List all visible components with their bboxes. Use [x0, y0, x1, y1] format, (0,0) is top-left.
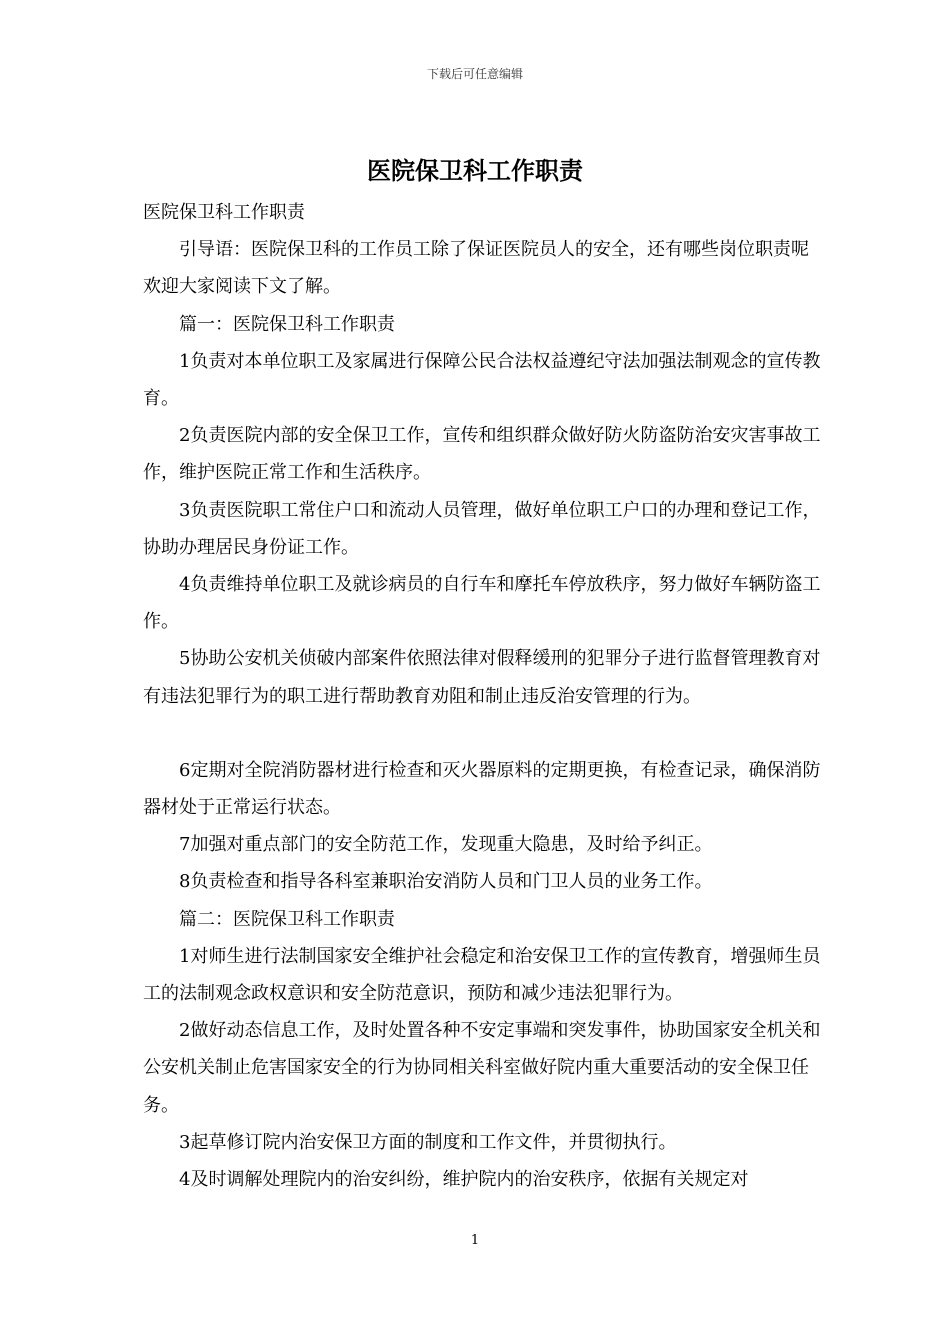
duty-item: 6定期对全院消防器材进行检查和灭火器原料的定期更换，有检查记录，确保消防器材处于正常运行状态。 [143, 759, 821, 819]
header-note: 下载后可任意编辑 [426, 67, 523, 81]
subtitle-paragraph: 医院保卫科工作职责 [143, 202, 305, 223]
page-title: 医院保卫科工作职责 [367, 156, 583, 185]
duty-item: 5协助公安机关侦破内部案件依照法律对假释缓刑的犯罪分子进行监督管理教育对有违法犯罪行为的职工进行帮助教育劝阻和制止违反治安管理的行为。 [143, 648, 821, 707]
duty-item: 7加强对重点部门的安全防范工作，发现重大隐患，及时给予纠正。 [179, 834, 713, 856]
duty-item: 8负责检查和指导各科室兼职治安消防人员和门卫人员的业务工作。 [179, 871, 713, 893]
duty-item: 4负责维持单位职工及就诊病员的自行车和摩托车停放秩序，努力做好车辆防盗工作。 [143, 574, 821, 633]
duty-item: 4及时调解处理院内的治安纠纷，维护院内的治安秩序，依据有关规定对 [179, 1169, 749, 1191]
page-number: 1 [470, 1233, 480, 1248]
section-heading-2: 篇二：医院保卫科工作职责 [179, 908, 395, 930]
duty-item: 2做好动态信息工作，及时处置各种不安定事端和突发事件，协助国家安全机关和公安机关制止危害国家安全的行为协同相关科室做好院内重大重要活动的安全保卫任务。 [143, 1020, 821, 1116]
duty-item: 3负责医院职工常住户口和流动人员管理，做好单位职工户口的办理和登记工作，协助办理居民身份证工作。 [143, 499, 821, 558]
section-heading-1: 篇一：医院保卫科工作职责 [179, 313, 395, 335]
duty-item: 3起草修订院内治安保卫方面的制度和工作文件，并贯彻执行。 [179, 1131, 677, 1153]
duty-item: 1对师生进行法制国家安全维护社会稳定和治安保卫工作的宣传教育，增强师生员工的法制观念政权意识和安全防范意识，预防和减少违法犯罪行为。 [143, 945, 821, 1005]
duty-item: 1负责对本单位职工及家属进行保障公民合法权益遵纪守法加强法制观念的宣传教育。 [143, 350, 821, 410]
intro-paragraph: 引导语：医院保卫科的工作员工除了保证医院员人的安全，还有哪些岗位职责呢欢迎大家阅读下文了解。 [143, 239, 809, 298]
blank-line [143, 715, 823, 752]
duty-item: 2负责医院内部的安全保卫工作，宣传和组织群众做好防火防盗防治安灾害事故工作，维护医院正常工作和生活秩序。 [143, 425, 821, 484]
document-body [143, 194, 823, 1198]
